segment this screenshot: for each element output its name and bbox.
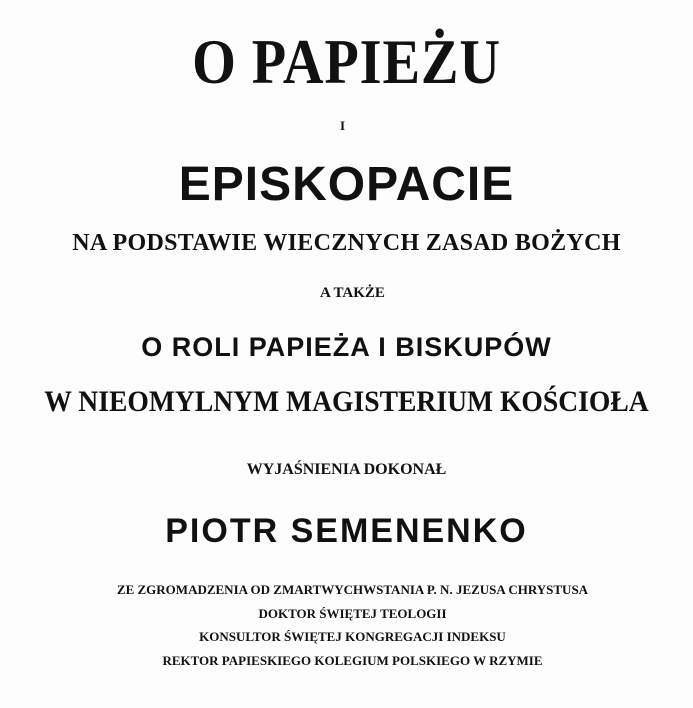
subtitle-conjunction: A TAKŻE [320,285,385,301]
second-title: EPISKOPACIE [178,158,515,211]
author-credential: KONSULTOR ŚWIĘTEJ KONGREGACJI INDEKSU [199,629,506,644]
author-credential: ZE ZGROMADZENIA OD ZMARTWYCHWSTANIA P. N. JEZUSA CHRYSTUSA [116,582,589,597]
title-conjunction: I [339,118,346,133]
author-credential: DOKTOR ŚWIĘTEJ TEOLOGII [258,606,447,621]
author-name: PIOTR SEMENENKO [165,512,528,550]
author-credential: REKTOR PAPIESKIEGO KOLEGIUM POLSKIEGO W RZYMIE [162,653,543,668]
subtitle-line-2: O ROLI PAPIEŻA I BISKUPÓW [141,332,552,362]
subtitle-line-1: NA PODSTAWIE WIECZNYCH ZASAD BOŻYCH [72,230,621,256]
subtitle-line-3: W NIEOMYLNYM MAGISTERIUM KOŚCIOŁA [44,385,649,418]
main-title: O PAPIEŻU [192,26,501,97]
explained-by-label: WYJAŚNIENIA DOKONAŁ [246,461,447,478]
